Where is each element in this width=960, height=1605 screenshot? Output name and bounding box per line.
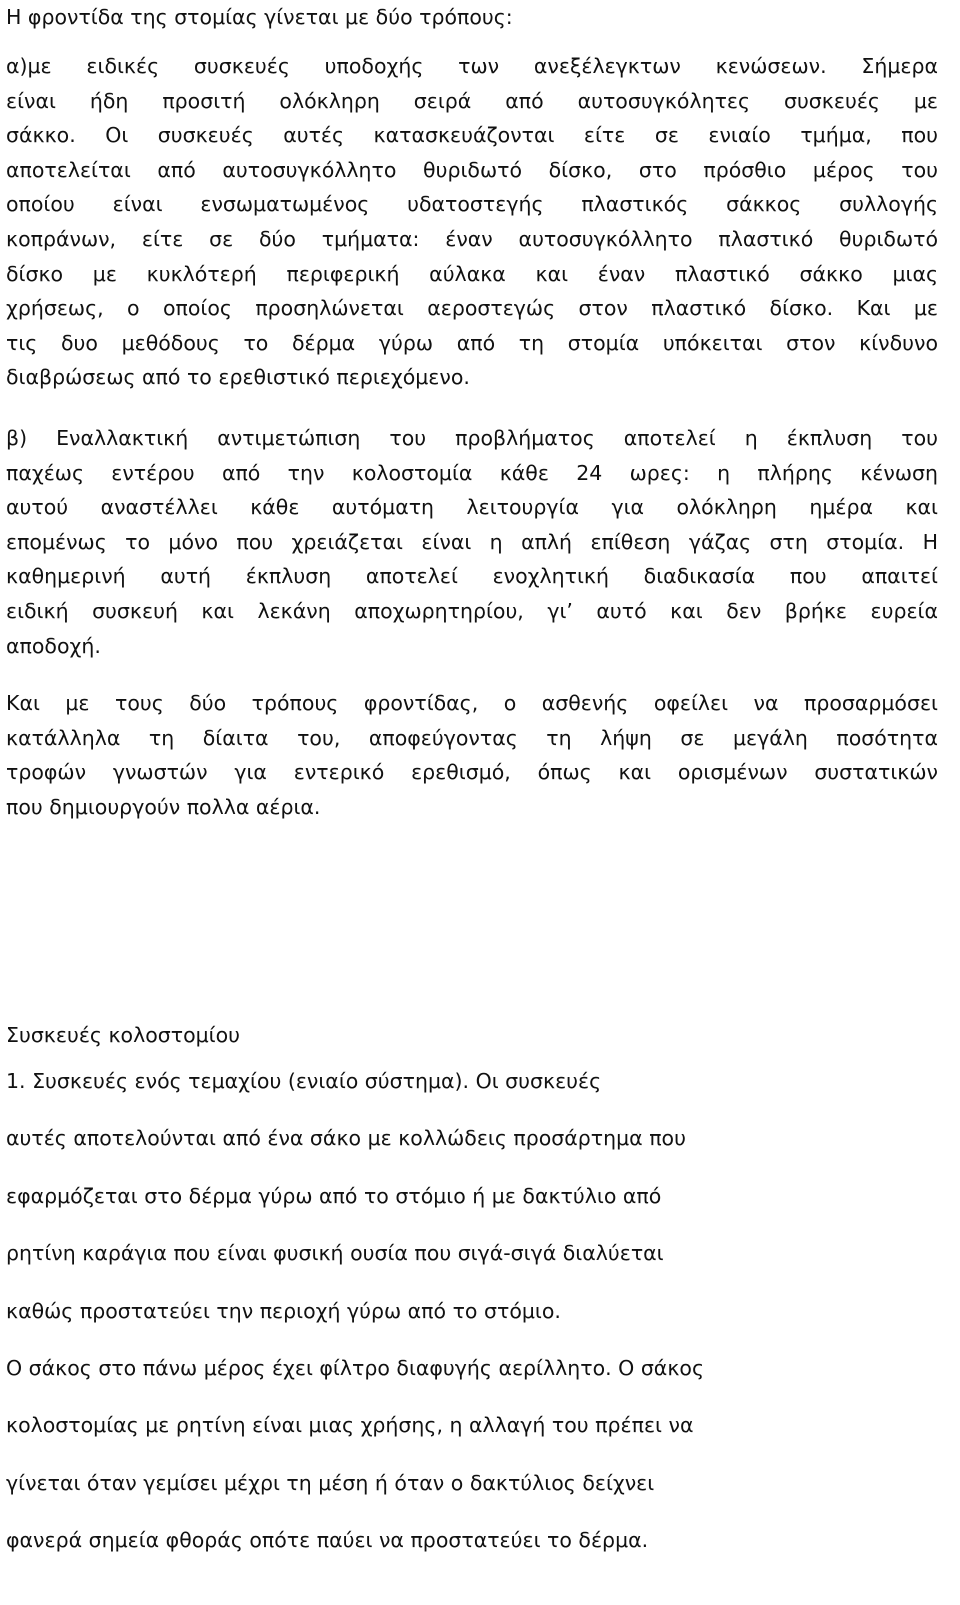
text-line: φανερά σημεία φθοράς οπότε παύει να προστατεύει το δέρμα. bbox=[6, 1528, 649, 1553]
text-line: γίνεται όταν γεμίσει μέχρι τη μέση ή όταν ο δακτύλιος δείχνει bbox=[6, 1470, 655, 1495]
text-line: ρητίνη καράγια που είναι φυσική ουσία που σιγά-σιγά διαλύεται bbox=[6, 1241, 664, 1266]
paragraph-b bbox=[6, 421, 938, 663]
text-line: 1. Συσκευές ενός τεμαχίου (ενιαίο σύστημα). Οι συσκευές bbox=[6, 1069, 602, 1093]
text-line: καθώς προστατεύει την περιοχή γύρω από το στόμιο. bbox=[6, 1298, 561, 1323]
text-line: αυτές αποτελούνται από ένα σάκο με κολλώδεις προσάρτημα που bbox=[6, 1126, 686, 1151]
section-body bbox=[6, 1053, 938, 1570]
text-line: Ο σάκος στο πάνω μέρος έχει φίλτρο διαφυγής αερίλλητο. Ο σάκος bbox=[6, 1355, 704, 1380]
text-line: κατάλληλα τη δίαιτα του, αποφεύγοντας τη λήψη σε μεγάλη ποσότητα bbox=[6, 725, 938, 750]
text-line: σάκκο. Οι συσκευές αυτές κατασκευάζονται είτε σε ενιαίο τμήμα, που bbox=[6, 123, 938, 148]
text-line: παχέως εντέρου από την κολοστομία κάθε 24 ωρες: η πλήρης κένωση bbox=[6, 460, 938, 485]
text-line: εφαρμόζεται στο δέρμα γύρω από το στόμιο ή με δακτύλιο από bbox=[6, 1183, 662, 1208]
text-line: είναι ήδη προσιτή ολόκληρη σειρά από αυτοσυγκόλητες συσκευές με bbox=[6, 88, 938, 113]
text-line: τις δυο μεθόδους το δέρμα γύρω από τη στομία υπόκειται στον κίνδυνο bbox=[6, 330, 938, 355]
text-line: Η φροντίδα της στομίας γίνεται με δύο τρόπους: bbox=[6, 5, 513, 29]
text-line: οποίου είναι ενσωματωμένος υδατοστεγής πλαστικός σάκκος συλλογής bbox=[6, 192, 938, 217]
text-line: β) Εναλλακτική αντιμετώπιση του προβλήματος αποτελεί η έκπλυση του bbox=[6, 426, 938, 450]
text-line: που δημιουργούν πολλα αέρια. bbox=[6, 794, 321, 819]
text-line: τροφών γνωστών για εντερικό ερεθισμό, όπως και ορισμένων συστατικών bbox=[6, 760, 938, 785]
text-line: κοπράνων, είτε σε δύο τμήματα: έναν αυτοσυγκόλλητο πλαστικό θυριδωτό bbox=[6, 226, 938, 251]
text-line: ειδική συσκευή και λεκάνη αποχωρητηρίου, γι’ αυτό και δεν βρήκε ευρεία bbox=[6, 598, 938, 623]
paragraph-c bbox=[6, 686, 938, 824]
text-line: αποδοχή. bbox=[6, 633, 101, 658]
intro-line bbox=[6, 0, 938, 35]
text-line: δίσκο με κυκλότερή περιφερική αύλακα και έναν πλαστικό σάκκο μιας bbox=[6, 261, 938, 286]
text-line: κολοστομίας με ρητίνη είναι μιας χρήσης, η αλλαγή του πρέπει να bbox=[6, 1413, 694, 1438]
paragraph-a bbox=[6, 49, 938, 395]
text-line: καθημερινή αυτή έκπλυση αποτελεί ενοχλητική διαδικασία που απαιτεί bbox=[6, 564, 938, 589]
text-line: χρήσεως, ο οποίος προσηλώνεται αεροστεγώς στον πλαστικό δίσκο. Και με bbox=[6, 296, 938, 321]
text-line: επομένως το μόνο που χρειάζεται είναι η απλή επίθεση γάζας στη στομία. Η bbox=[6, 529, 938, 554]
text-line: Και με τους δύο τρόπους φροντίδας, ο ασθενής οφείλει να προσαρμόσει bbox=[6, 691, 938, 715]
text-line: αποτελείται από αυτοσυγκόλλητο θυριδωτό δίσκο, στο πρόσθιο μέρος του bbox=[6, 157, 938, 182]
text-line: διαβρώσεως από το ερεθιστικό περιεχόμενο. bbox=[6, 365, 470, 390]
section-heading: Συσκευές κολοστομίου bbox=[6, 1023, 241, 1047]
text-line: αυτού αναστέλλει κάθε αυτόματη λειτουργία για ολόκληρη ημέρα και bbox=[6, 495, 938, 520]
text-line: α)με ειδικές συσκευές υποδοχής των ανεξέλεγκτων κενώσεων. Σήμερα bbox=[6, 54, 938, 78]
